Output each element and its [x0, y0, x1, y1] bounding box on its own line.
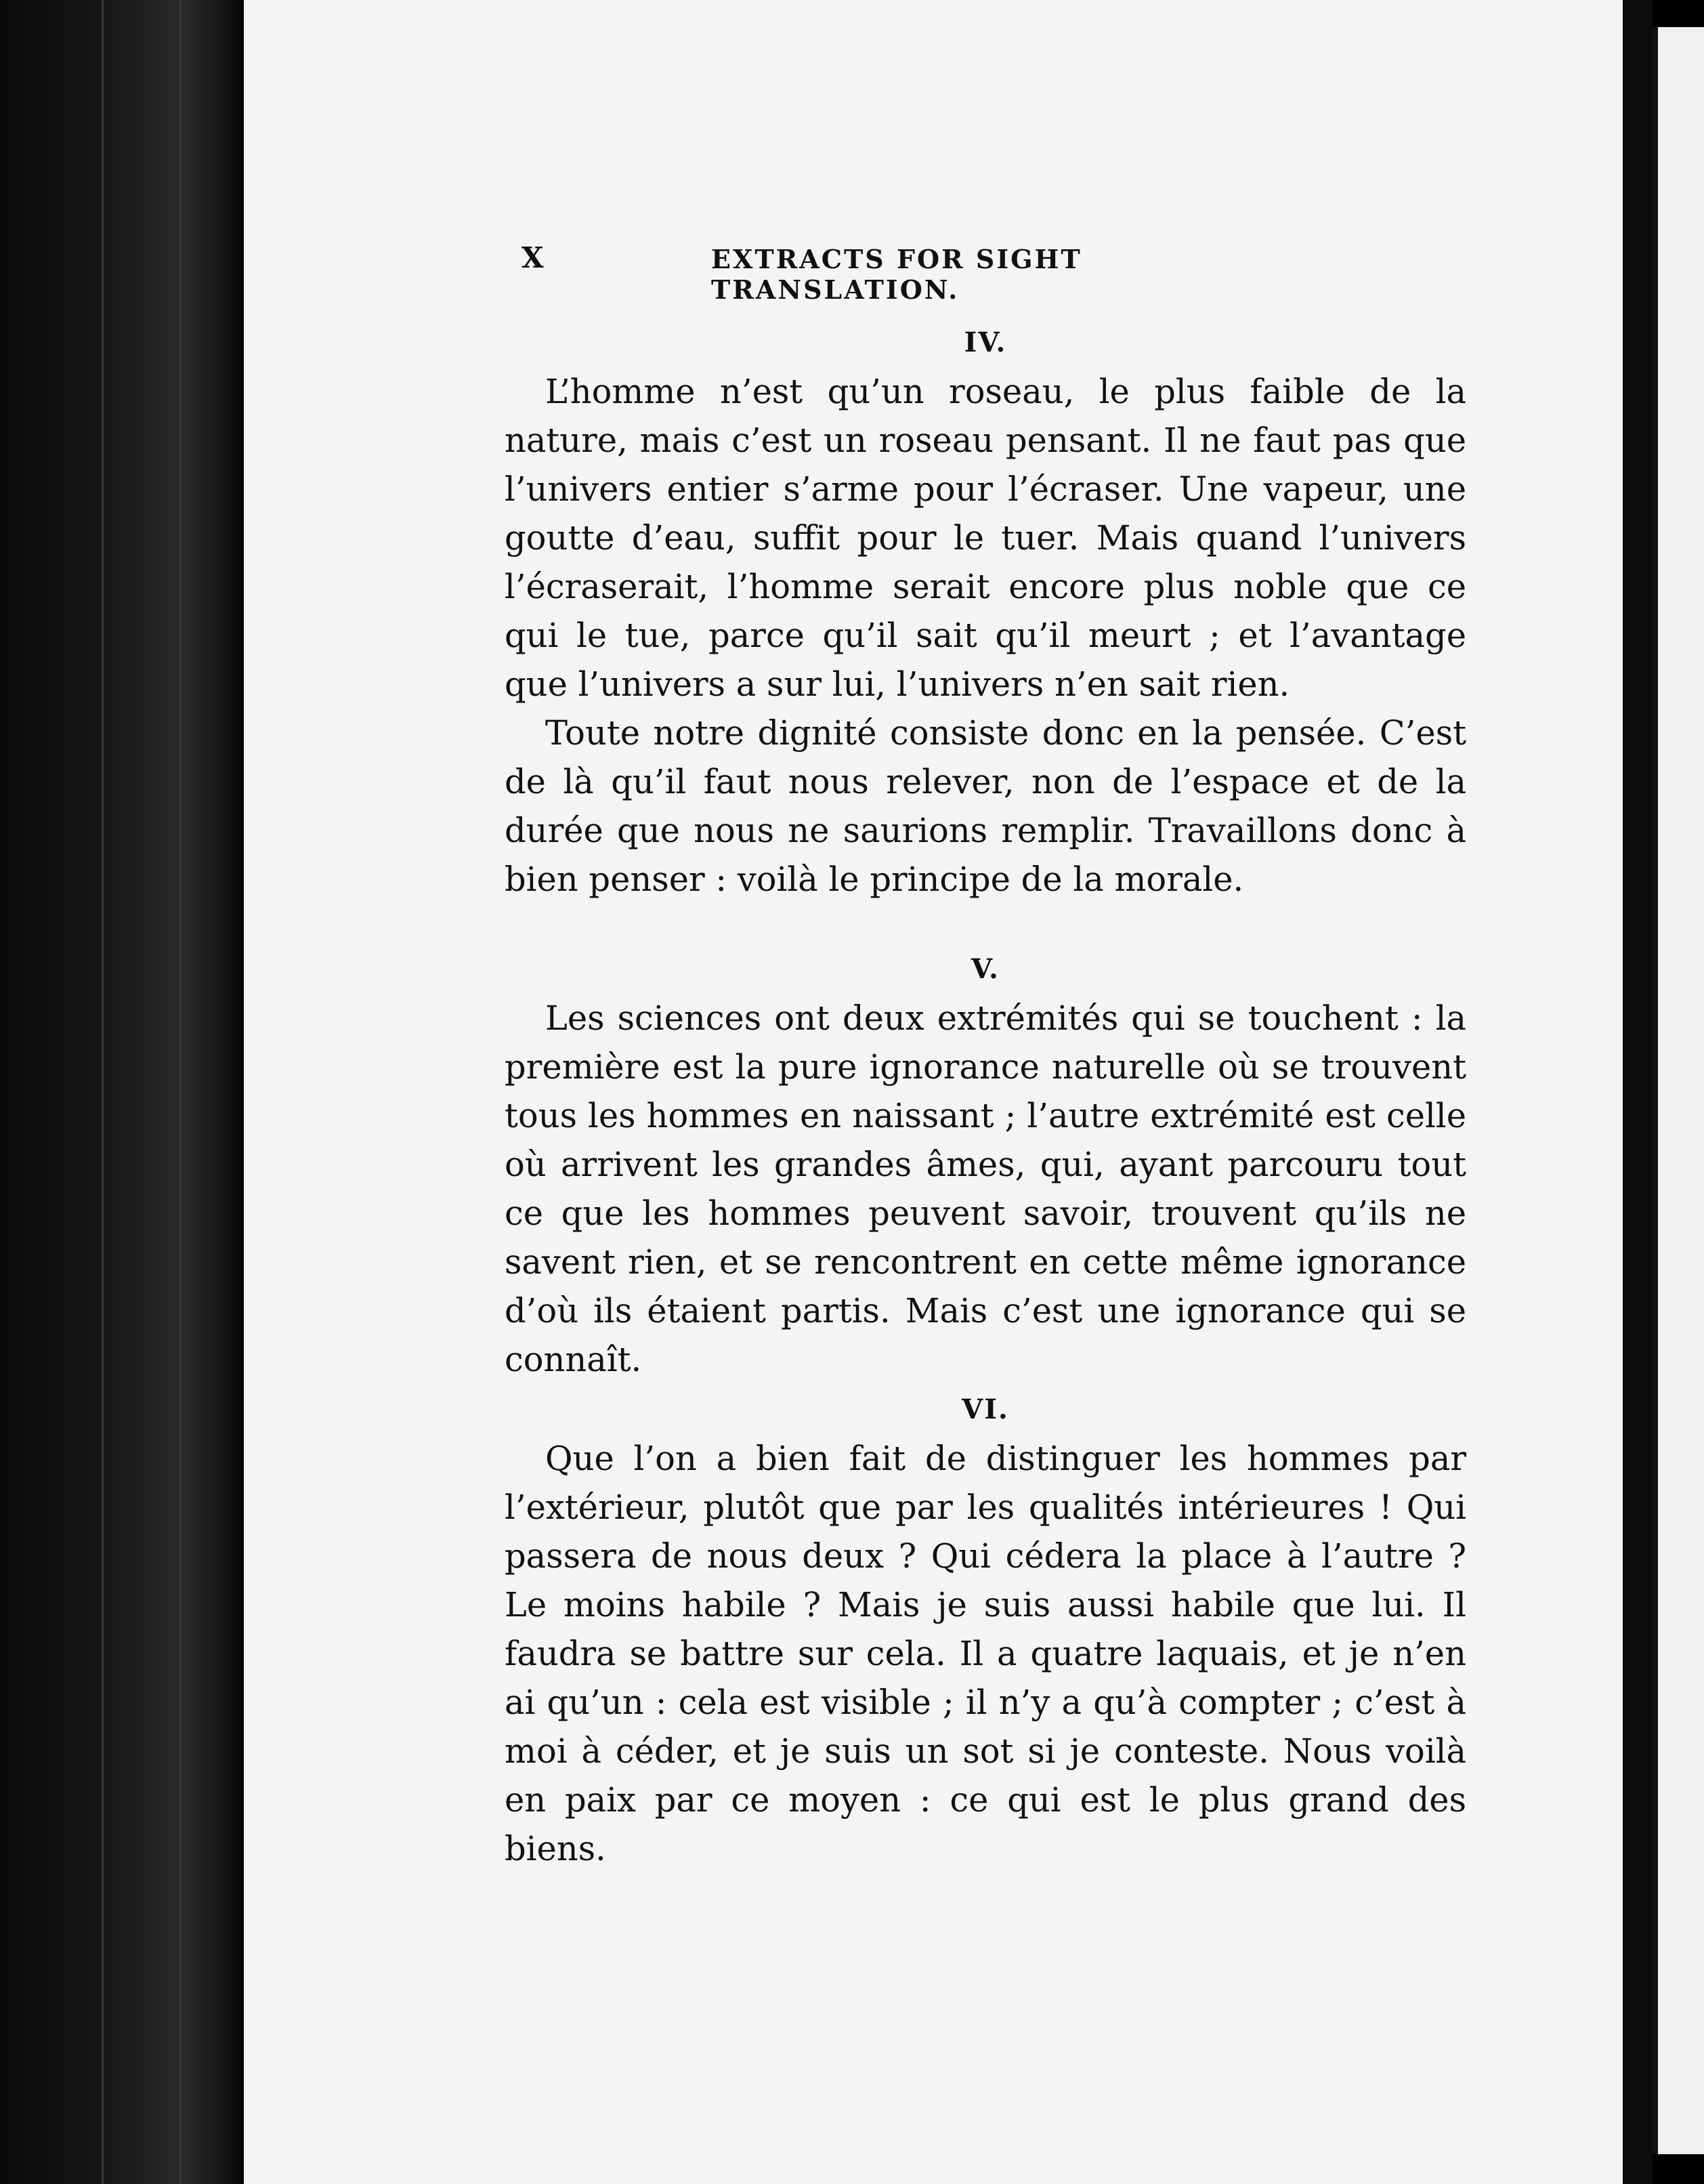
section-v	[505, 945, 1466, 1384]
running-title: EXTRACTS FOR SIGHT TRANSLATION.	[711, 244, 1082, 305]
spine-edge-line	[179, 0, 182, 2184]
paragraph: Toute notre dignité consiste donc en la pensée. C’est de là qu’il faut nous relever, non de l’espace et de la durée que nous ne saurions remplir. Travaillons donc à bien penser : voilà le principe de la morale.	[505, 713, 1466, 899]
spine-edge-line	[102, 0, 104, 2184]
page-number: X	[521, 241, 546, 274]
paragraph: Les sciences ont deux extrémités qui se touchent : la première est la pure ignorance naturelle où se trouvent tous les hommes en naissant ; l’autre extrémité est celle où arrivent les grandes âmes, qui, ayant parcouru tout ce que les hommes peuvent savoir, trouvent qu’ils ne savent rien, et se rencontrent en cette même ignorance d’où ils étaient partis. Mais c’est une ignorance qui se connaît.	[505, 999, 1466, 1379]
section-vi	[505, 1385, 1466, 1873]
section-number: VI.	[962, 1393, 1009, 1425]
paragraph: Que l’on a bien fait de distinguer les hommes par l’extérieur, plutôt que par les qualités intérieures ! Qui passera de nous deux ? Qui cédera la place à l’autre ? Le moins habile ? Mais je suis aussi habile que lui. Il faudra se battre sur cela. Il a quatre laquais, et je n’en ai qu’un : cela est visible ; il n’y a qu’à compter ; c’est à moi à céder, et je suis un sot si je conteste. Nous voilà en paix par ce moyen : ce qui est le plus grand des biens.	[505, 1439, 1466, 1868]
section-iv	[505, 318, 1466, 904]
running-header	[521, 241, 1300, 305]
section-number: V.	[971, 953, 1000, 985]
next-page-edge	[1653, 27, 1704, 2154]
paragraph: L’homme n’est qu’un roseau, le plus faible de la nature, mais c’est un roseau pensant. Il ne faut pas que l’univers entier s’arme pour l’écraser. Une vapeur, une goutte d’eau, suffit pour le tuer. Mais quand l’univers l’écraserait, l’homme serait encore plus noble que ce qui le tue, parce qu’il sait qu’il meurt ; et l’avantage que l’univers a sur lui, l’univers n’en sait rien.	[505, 372, 1466, 704]
section-number: IV.	[964, 327, 1007, 358]
page-gutter	[1623, 0, 1653, 2184]
book-spine	[0, 0, 244, 2184]
